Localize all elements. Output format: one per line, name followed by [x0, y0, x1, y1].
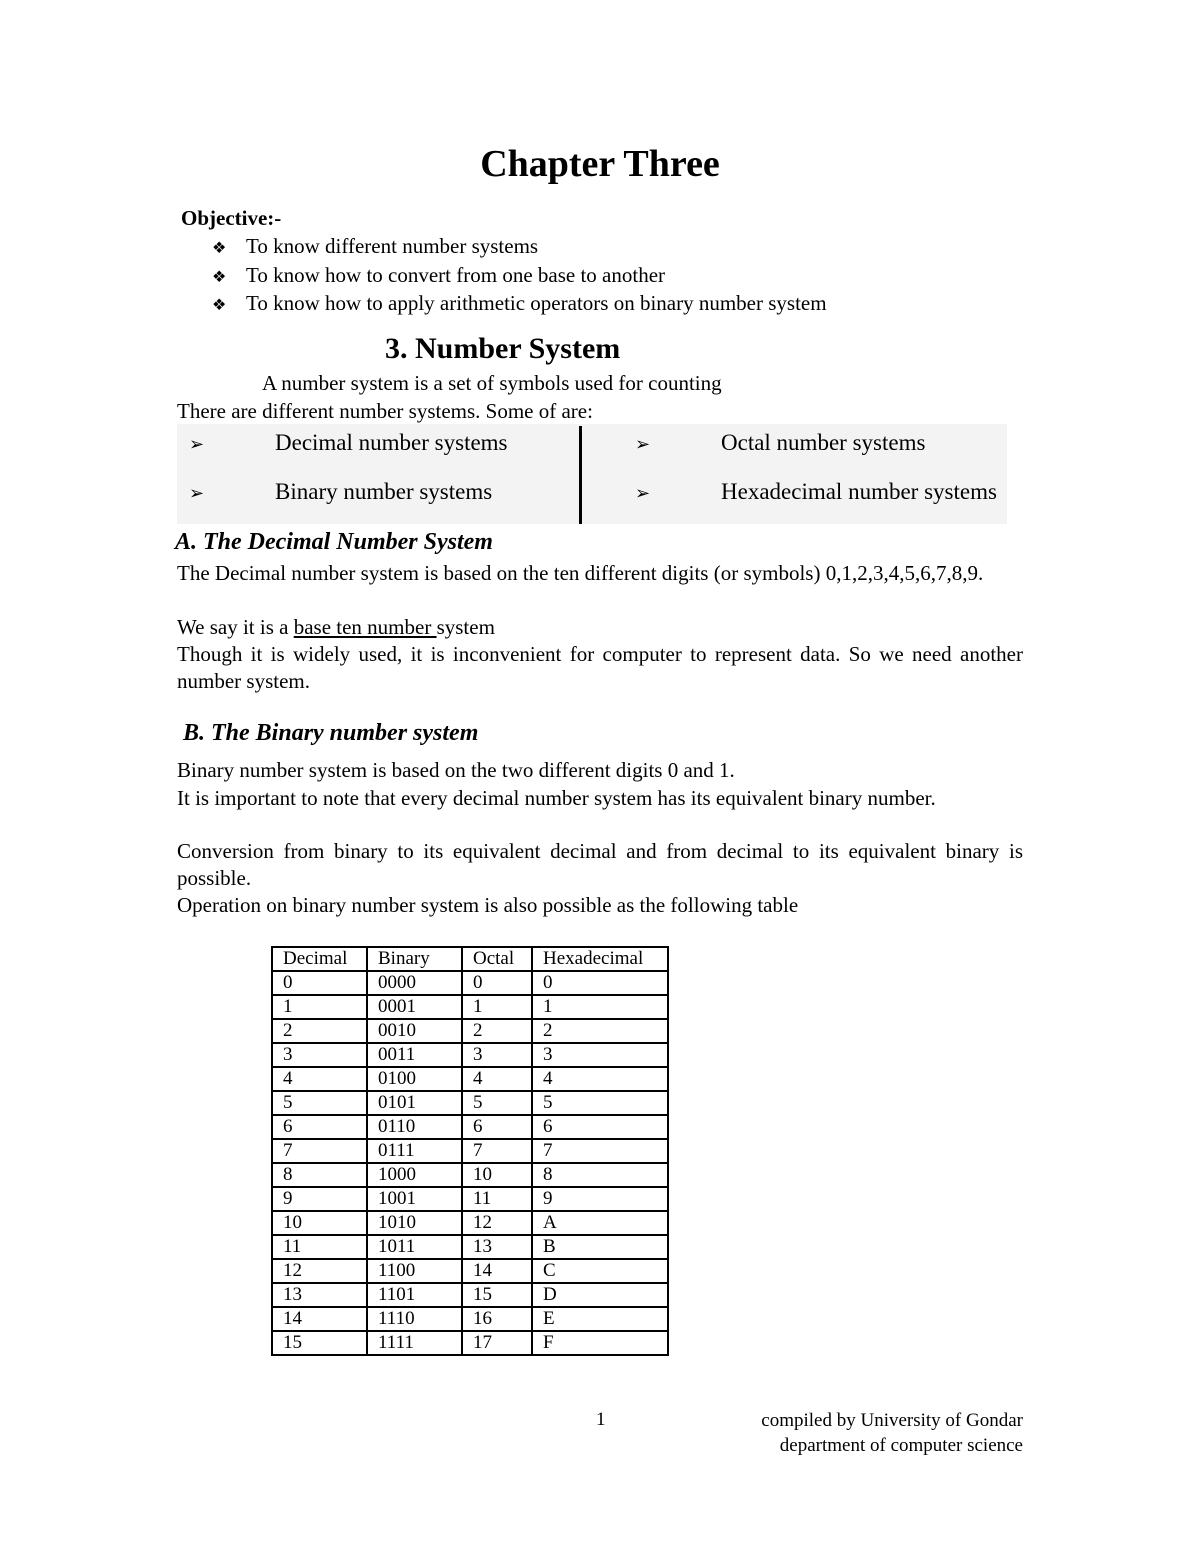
table-cell: 0011 — [367, 1043, 462, 1067]
table-row — [272, 1139, 668, 1163]
table-cell: 10 — [272, 1211, 367, 1235]
page-number: 1 — [596, 1409, 606, 1430]
table-cell: 12 — [462, 1211, 532, 1235]
table-cell: 13 — [272, 1283, 367, 1307]
binary-para-4: Operation on binary number system is also possible as the following table — [177, 893, 799, 917]
table-cell: 5 — [272, 1091, 367, 1115]
footer-credit-line-1: compiled by University of Gondar — [761, 1410, 1023, 1431]
table-cell: 2 — [532, 1019, 668, 1043]
table-cell: 9 — [532, 1187, 668, 1211]
table-cell: 1011 — [367, 1235, 462, 1259]
number-system-types — [177, 424, 1007, 524]
table-cell: 0 — [532, 971, 668, 995]
table-cell: D — [532, 1283, 668, 1307]
table-row — [272, 1019, 668, 1043]
decimal-para-2: We say it is a base ten number system — [177, 615, 495, 639]
table-cell: 0010 — [367, 1019, 462, 1043]
table-cell: 5 — [532, 1091, 668, 1115]
table-cell: 2 — [462, 1019, 532, 1043]
decimal-para-3: Though it is widely used, it is inconvenient for computer to represent data. So we need another number system. — [177, 642, 1023, 693]
table-cell: 15 — [462, 1283, 532, 1307]
arrow-bullet-icon: ➢ — [189, 483, 205, 503]
binary-heading: B. The Binary number system — [183, 720, 479, 746]
table-row — [272, 1331, 668, 1355]
table-row — [272, 995, 668, 1019]
chapter-title: Chapter Three — [480, 143, 720, 185]
table-cell: 1101 — [367, 1283, 462, 1307]
table-row — [272, 1115, 668, 1139]
diamond-bullet-icon: ❖ — [212, 240, 227, 257]
table-cell: 1111 — [367, 1331, 462, 1355]
table-cell: 11 — [462, 1187, 532, 1211]
table-cell: 1 — [462, 995, 532, 1019]
objective-item: ❖ To know how to apply arithmetic operators on binary number system — [212, 289, 827, 318]
table-cell: 6 — [532, 1115, 668, 1139]
table-cell: 0111 — [367, 1139, 462, 1163]
table-cell: 3 — [272, 1043, 367, 1067]
table-cell: 0000 — [367, 971, 462, 995]
table-cell: E — [532, 1307, 668, 1331]
table-cell: 1010 — [367, 1211, 462, 1235]
table-row — [272, 1283, 668, 1307]
table-cell: B — [532, 1235, 668, 1259]
table-cell: 1 — [272, 995, 367, 1019]
table-cell: A — [532, 1211, 668, 1235]
diamond-bullet-icon: ❖ — [212, 268, 227, 286]
header-binary: Binary — [367, 947, 462, 971]
number-system-definition: A number system is a set of symbols used for counting — [262, 371, 722, 395]
table-row — [272, 1043, 668, 1067]
table-cell: 9 — [272, 1187, 367, 1211]
table-cell: 7 — [462, 1139, 532, 1163]
table-cell: F — [532, 1331, 668, 1355]
table-row — [272, 1259, 668, 1283]
objective-item: ❖ To know different number systems — [212, 232, 827, 261]
table-cell: 1000 — [367, 1163, 462, 1187]
table-row — [272, 1067, 668, 1091]
type-item-decimal: ➢ Decimal number systems — [189, 430, 508, 455]
table-cell: 3 — [462, 1043, 532, 1067]
table-cell: C — [532, 1259, 668, 1283]
table-cell: 0 — [462, 971, 532, 995]
table-cell: 4 — [462, 1067, 532, 1091]
type-item-binary: ➢ Binary number systems — [189, 479, 493, 504]
table-cell: 7 — [532, 1139, 668, 1163]
binary-para-3: Conversion from binary to its equivalent decimal and from decimal to its equivalent binary is possible. — [177, 839, 1023, 890]
binary-para-1: Binary number system is based on the two different digits 0 and 1. — [177, 758, 735, 782]
table-cell: 4 — [532, 1067, 668, 1091]
table-cell: 1100 — [367, 1259, 462, 1283]
table-cell: 4 — [272, 1067, 367, 1091]
section-heading: 3. Number System — [385, 332, 621, 365]
table-row — [272, 1163, 668, 1187]
table-cell: 16 — [462, 1307, 532, 1331]
conversion-table — [271, 946, 669, 1356]
objective-label: Objective:- — [181, 206, 282, 230]
header-hexadecimal: Hexadecimal — [532, 947, 668, 971]
table-cell: 0 — [272, 971, 367, 995]
table-cell: 7 — [272, 1139, 367, 1163]
table-cell: 17 — [462, 1331, 532, 1355]
table-row — [272, 1187, 668, 1211]
diamond-bullet-icon: ❖ — [212, 297, 227, 314]
table-cell: 8 — [532, 1163, 668, 1187]
table-cell: 0101 — [367, 1091, 462, 1115]
table-cell: 10 — [462, 1163, 532, 1187]
table-cell: 6 — [462, 1115, 532, 1139]
header-octal: Octal — [462, 947, 532, 971]
table-cell: 0100 — [367, 1067, 462, 1091]
table-cell: 6 — [272, 1115, 367, 1139]
table-cell: 11 — [272, 1235, 367, 1259]
type-item-octal: ➢ Octal number systems — [635, 430, 926, 455]
table-cell: 0110 — [367, 1115, 462, 1139]
table-row — [272, 1211, 668, 1235]
table-cell: 2 — [272, 1019, 367, 1043]
table-cell: 8 — [272, 1163, 367, 1187]
table-row — [272, 1307, 668, 1331]
decimal-heading: A. The Decimal Number System — [175, 529, 493, 555]
decimal-para-1: The Decimal number system is based on the ten different digits (or symbols) 0,1,2,3,4,5,6,7,8,9. — [177, 561, 984, 585]
table-cell: 14 — [272, 1307, 367, 1331]
table-cell: 14 — [462, 1259, 532, 1283]
header-decimal: Decimal — [272, 947, 367, 971]
footer-credit-line-2: department of computer science — [779, 1435, 1023, 1456]
table-cell: 1 — [532, 995, 668, 1019]
table-row — [272, 1235, 668, 1259]
arrow-bullet-icon: ➢ — [635, 434, 651, 454]
table-header-row — [272, 947, 668, 971]
objective-item: ❖ To know how to convert from one base to another — [212, 261, 827, 290]
table-row — [272, 971, 668, 995]
table-cell: 13 — [462, 1235, 532, 1259]
type-item-hexadecimal: ➢ Hexadecimal number systems — [635, 479, 997, 504]
table-cell: 12 — [272, 1259, 367, 1283]
table-cell: 1001 — [367, 1187, 462, 1211]
column-divider — [579, 426, 582, 524]
table-cell: 15 — [272, 1331, 367, 1355]
binary-para-2: It is important to note that every decimal number system has its equivalent binary number. — [177, 786, 936, 810]
table-row — [272, 1091, 668, 1115]
objective-list — [212, 232, 827, 318]
number-system-intro: There are different number systems. Some of are: — [177, 399, 593, 423]
table-cell: 5 — [462, 1091, 532, 1115]
table-cell: 1110 — [367, 1307, 462, 1331]
table-cell: 0001 — [367, 995, 462, 1019]
arrow-bullet-icon: ➢ — [635, 483, 651, 503]
arrow-bullet-icon: ➢ — [189, 434, 205, 454]
table-cell: 3 — [532, 1043, 668, 1067]
